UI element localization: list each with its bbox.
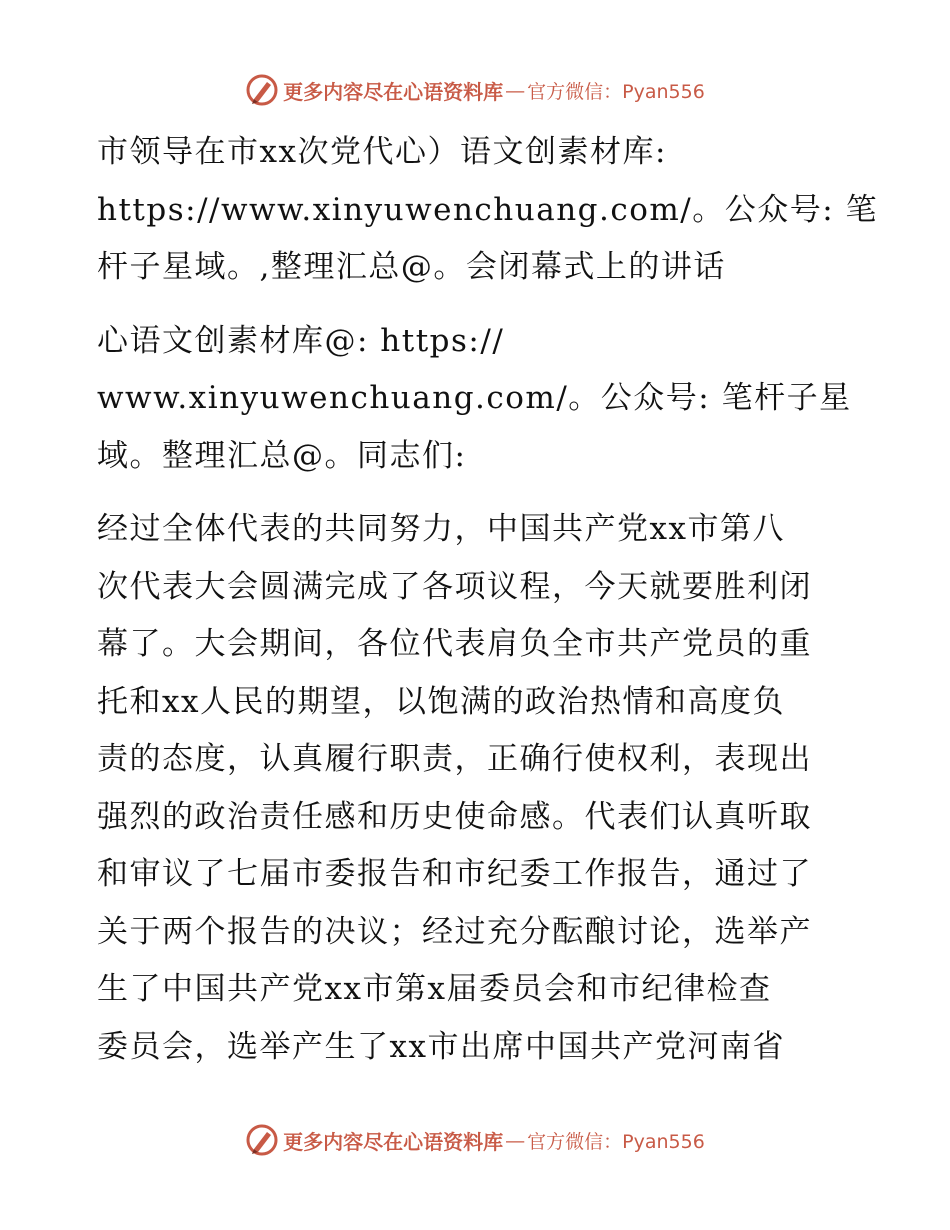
footer-brand: 更多内容尽在心语资料库 (283, 1129, 504, 1154)
paragraph-2 (97, 313, 857, 486)
header-brand: 更多内容尽在心语资料库 (283, 79, 504, 104)
text-line: 托和xx人民的期望，以饱满的政治热情和高度负 (97, 683, 785, 720)
footer-separator: — (505, 1128, 526, 1152)
text-line: 域。整理汇总@。同志们: (97, 437, 467, 474)
footer-wechat: 官方微信：Pyan556 (527, 1130, 705, 1153)
text-line: www.xinyuwenchuang.com/。公众号: 笔杆子星 (97, 380, 852, 416)
footer-banner (0, 1120, 950, 1160)
paragraph-3 (97, 501, 857, 1076)
header-banner (0, 70, 950, 110)
text-line: 关于两个报告的决议；经过充分酝酿讨论，选举产 (97, 913, 812, 950)
text-line: 幕了。大会期间，各位代表肩负全市共产党员的重 (97, 626, 812, 662)
text-line: 生了中国共产党xx市第x届委员会和市纪律检查 (97, 971, 772, 1007)
pen-logo-icon (245, 73, 279, 107)
document-body (97, 124, 879, 1076)
pen-logo-icon (245, 1123, 279, 1157)
header-separator: — (505, 78, 526, 102)
text-line: 市领导在市xx次党代心）语文创素材库: (97, 134, 667, 170)
text-line: 经过全体代表的共同努力，中国共产党xx市第八 (97, 511, 785, 547)
text-line: 心语文创素材库@: https:// (97, 322, 505, 359)
text-line: 委员会，选举产生了xx市出席中国共产党河南省 (97, 1028, 785, 1065)
header-wechat: 官方微信：Pyan556 (527, 80, 705, 103)
text-line: 次代表大会圆满完成了各项议程，今天就要胜利闭 (97, 568, 812, 605)
text-line: https://www.xinyuwenchuang.com/。公众号: 笔 (97, 191, 879, 228)
paragraph-1 (97, 124, 879, 297)
text-line: 强烈的政治责任感和历史使命感。代表们认真听取 (97, 798, 812, 835)
text-line: 责的态度，认真履行职责，正确行使权利，表现出 (97, 741, 812, 777)
text-line: 杆子星域。,整理汇总@。会闭幕式上的讲话 (97, 249, 726, 285)
text-line: 和审议了七届市委报告和市纪委工作报告，通过了 (97, 856, 812, 892)
